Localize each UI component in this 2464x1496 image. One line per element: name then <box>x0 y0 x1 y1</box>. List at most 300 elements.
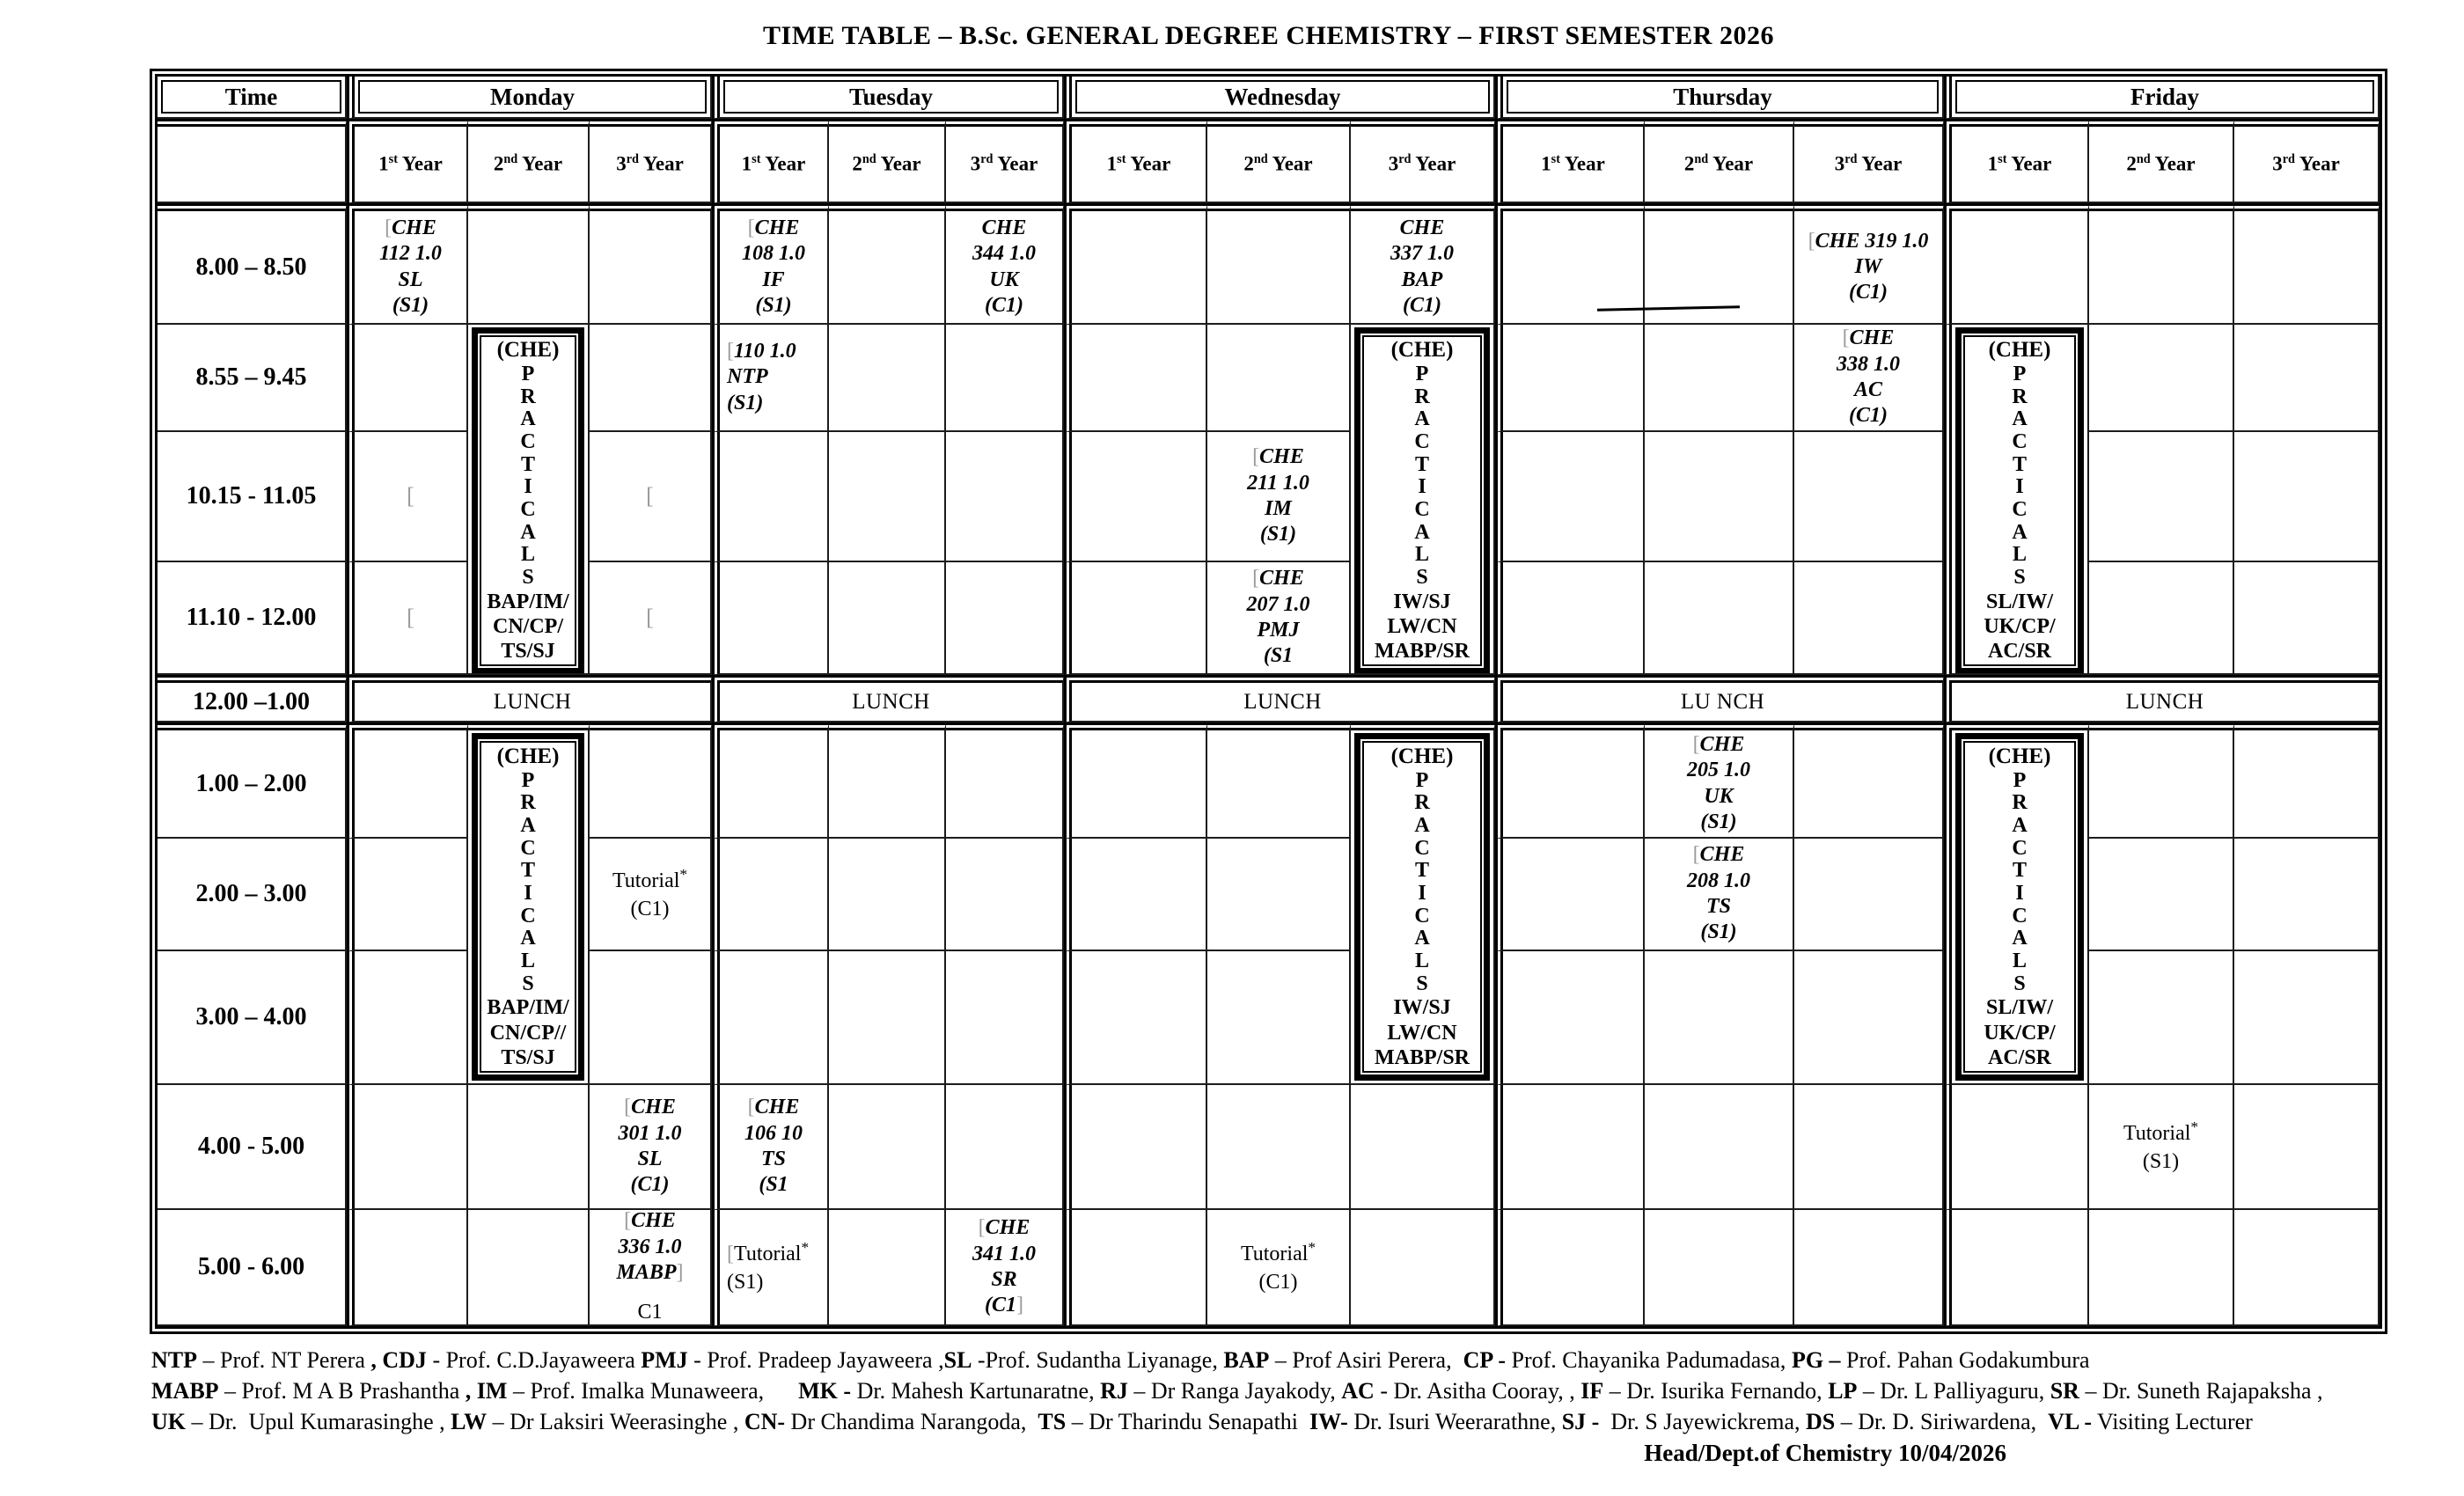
cell-text-line: (C1) <box>1849 281 1888 304</box>
empty-cell <box>1944 1085 2089 1210</box>
practicals-letter: S <box>2013 972 2026 995</box>
bookmark-bracket: [ <box>1692 732 1700 756</box>
cell-text-line: (C1) <box>630 1173 670 1197</box>
empty-cell <box>1064 951 1207 1085</box>
time-label: 3.00 – 4.00 <box>195 1003 307 1030</box>
legend-abbr: IF <box>1580 1378 1604 1404</box>
legend-name: Dr Chandima Narangoda, <box>785 1409 1038 1434</box>
year-header-label: 1st Year <box>741 152 806 175</box>
cell-text-line: [CHE <box>747 1096 800 1119</box>
empty-cell <box>2089 432 2234 562</box>
slot-tuesday-y3-p0 <box>946 203 1064 325</box>
legend-abbr: PMJ <box>641 1347 688 1373</box>
cell-text-line: PMJ <box>1257 619 1300 642</box>
legend-name: Dr. Mahesh Kartunaratne, <box>851 1378 1101 1404</box>
practicals-staff-line: CN/CP/ <box>493 615 563 639</box>
practicals-letter: L <box>2012 543 2027 567</box>
cell-text-line: (S1) <box>1259 523 1297 546</box>
cell-text-line: (S1 <box>1263 644 1294 668</box>
slot-monday-y1-p2 <box>347 432 468 562</box>
empty-cell <box>1495 325 1645 432</box>
practicals-staff-line: AC/SR <box>1987 1046 2051 1070</box>
cell-text-line: TS <box>760 1148 786 1170</box>
lunch-label: LUNCH <box>2125 689 2204 714</box>
practicals-monday-y2-pm <box>468 722 590 1085</box>
day-header-tuesday <box>712 77 1064 119</box>
practicals-staff-line: LW/CN <box>1387 615 1457 639</box>
year-header-label: 1st Year <box>1106 152 1171 175</box>
bookmark-bracket: [ <box>1808 229 1815 253</box>
empty-cell <box>829 1210 946 1326</box>
cell-text-line: 338 1.0 <box>1837 352 1900 376</box>
legend-abbr: DS <box>1806 1409 1836 1434</box>
time-cell-5-00-6-00 <box>158 1210 347 1326</box>
empty-cell <box>2089 203 2234 325</box>
practicals-staff-line: SL/IW/ <box>1985 590 2054 613</box>
cell-text-line: SL <box>398 268 423 291</box>
cell-text-line: UK <box>989 268 1019 291</box>
bookmark-bracket: [ <box>407 605 414 630</box>
practicals-staff-line: BAP/IM/ <box>487 590 569 613</box>
empty-cell <box>1495 203 1645 325</box>
year-header-label: 3rd Year <box>2272 152 2340 175</box>
cell-text-line: UK <box>1704 784 1734 808</box>
practicals-letter: L <box>1414 543 1429 567</box>
practicals-letter: C <box>2012 498 2028 522</box>
empty-cell <box>1794 1210 1944 1326</box>
empty-cell <box>1207 1085 1351 1210</box>
slot-tuesday-y1-p8 <box>712 1085 829 1210</box>
practicals-friday-y1-am <box>1944 325 2089 675</box>
practicals-letter: R <box>2012 791 2028 815</box>
practicals-letter: C <box>1414 904 1430 928</box>
empty-cell <box>1064 432 1207 562</box>
legend-name: -Prof. Sudantha Liyanage, <box>972 1347 1224 1373</box>
practicals-letter: A <box>1414 927 1430 950</box>
legend-abbr: UK <box>151 1409 186 1434</box>
time-cell-10-15-11-05 <box>158 432 347 562</box>
empty-cell <box>468 1085 590 1210</box>
year-header-label: 3rd Year <box>1834 152 1903 175</box>
slot-monday-y3-p9 <box>590 1210 712 1326</box>
practicals-letter: P <box>521 768 535 792</box>
empty-cell <box>347 839 468 951</box>
lunch-label: LUNCH <box>1243 689 1322 714</box>
day-header-label: Tuesday <box>723 80 1059 114</box>
practicals-letter: L <box>2012 950 2027 973</box>
practicals-box <box>1354 733 1490 1081</box>
time-header <box>158 77 347 119</box>
cell-text-line: [CHE <box>624 1210 676 1233</box>
practicals-staff-line: TS/SJ <box>501 640 555 664</box>
practicals-staff-line: TS/SJ <box>501 1046 555 1070</box>
cell-text-line: Tutorial* <box>2123 1118 2199 1145</box>
slot-thursday-y3-p1 <box>1794 325 1944 432</box>
empty-cell <box>590 325 712 432</box>
practicals-letter: C <box>2012 904 2028 928</box>
cell-text-line: [Tutorial* <box>727 1238 810 1265</box>
empty-cell <box>468 1210 590 1326</box>
empty-cell <box>1645 951 1794 1085</box>
year-header-monday-2 <box>468 119 590 203</box>
empty-cell <box>1207 203 1351 325</box>
cell-text-line: AC <box>1853 378 1882 401</box>
legend-name: - Prof. Pradeep Jayaweera , <box>687 1347 944 1373</box>
legend-abbr: CP - <box>1463 1347 1506 1373</box>
empty-cell <box>829 432 946 562</box>
practicals-letter: I <box>524 475 532 499</box>
practicals-staff-line: CN/CP// <box>489 1021 567 1045</box>
empty-cell <box>1794 839 1944 951</box>
day-header-wednesday <box>1064 77 1495 119</box>
day-header-label: Wednesday <box>1075 80 1490 114</box>
slot-monday-y3-p3 <box>590 562 712 675</box>
empty-cell <box>1794 562 1944 675</box>
cell-text-line: SL <box>637 1148 663 1170</box>
legend-name: – Dr. L Palliyaguru, <box>1857 1378 2050 1404</box>
year-header-thursday-1 <box>1495 119 1645 203</box>
empty-cell <box>2089 722 2234 839</box>
year-header-label: 3rd Year <box>970 152 1038 175</box>
slot-thursday-y3-p0 <box>1794 203 1944 325</box>
practicals-letter: R <box>520 385 536 408</box>
cell-text-line: 112 1.0 <box>379 242 442 266</box>
empty-cell <box>1351 1210 1495 1326</box>
year-header-label: 2nd Year <box>1243 152 1313 175</box>
legend-name: – Dr. Upul Kumarasinghe , <box>186 1409 451 1434</box>
empty-cell <box>1064 325 1207 432</box>
lunch-monday <box>347 675 712 722</box>
legend-line-1 <box>151 1345 2334 1375</box>
practicals-letter: C <box>2012 836 2028 860</box>
cell-text-line: [CHE <box>1842 326 1895 350</box>
lunch-label: LUNCH <box>493 689 572 714</box>
cell-text-line: 337 1.0 <box>1390 242 1454 266</box>
practicals-staff-line: UK/CP/ <box>1984 1021 2056 1045</box>
time-label: 10.15 - 11.05 <box>186 482 317 510</box>
cell-text-line: [CHE <box>747 216 800 239</box>
empty-cell <box>946 722 1064 839</box>
practicals-letter: C <box>520 836 536 860</box>
empty-cell <box>946 562 1064 675</box>
slot-monday-y3-p6 <box>590 839 712 951</box>
empty-cell <box>829 839 946 951</box>
empty-cell <box>829 562 946 675</box>
legend-abbr: MK - <box>798 1378 852 1404</box>
cell-text-line: (C1) <box>985 293 1023 317</box>
asterisk-mark: * <box>2190 1118 2199 1135</box>
legend-abbr: AC <box>1341 1378 1375 1404</box>
practicals-letter: P <box>2013 768 2027 792</box>
legend-abbr: SL <box>943 1347 972 1373</box>
cell-text-line: SR <box>991 1268 1017 1291</box>
empty-cell <box>829 951 946 1085</box>
bookmark-bracket: [ <box>1692 843 1700 867</box>
bookmark-bracket: [ <box>646 483 654 509</box>
asterisk-mark: * <box>1308 1238 1316 1256</box>
year-header-monday-1 <box>347 119 468 203</box>
year-header-wednesday-3 <box>1351 119 1495 203</box>
year-header-friday-3 <box>2234 119 2380 203</box>
cell-text-line: (S1) <box>392 293 429 317</box>
practicals-letter: P <box>521 363 535 385</box>
practicals-box <box>1955 733 2084 1081</box>
practicals-box-content <box>480 741 576 1073</box>
cell-text-line: [CHE <box>385 216 436 239</box>
empty-cell <box>712 722 829 839</box>
practicals-course-prefix: (CHE) <box>1988 744 2051 768</box>
empty-cell <box>2234 839 2380 951</box>
legend-name: – Dr. D. Siriwardena, <box>1835 1409 2049 1434</box>
year-header-label: 2nd Year <box>1683 152 1754 175</box>
bookmark-bracket: [ <box>646 605 654 630</box>
cell-text-line: IM <box>1265 497 1292 520</box>
cell-text-line: [CHE <box>1252 445 1304 469</box>
practicals-box-content <box>1963 335 2076 666</box>
legend-name: – Dr Ranga Jayakody, <box>1127 1378 1342 1404</box>
empty-cell <box>1207 325 1351 432</box>
time-label: 1.00 – 2.00 <box>195 769 307 797</box>
empty-cell <box>1794 1085 1944 1210</box>
legend-name: Dr. Isuri Weerarathne, <box>1347 1409 1562 1434</box>
empty-cell <box>1645 432 1794 562</box>
practicals-letter: A <box>1414 407 1430 431</box>
time-label: 12.00 –1.00 <box>193 687 310 715</box>
lunch-tuesday <box>712 675 1064 722</box>
bookmark-bracket: [ <box>727 340 734 363</box>
cell-text-line: 344 1.0 <box>972 242 1036 266</box>
practicals-letter: C <box>1414 430 1430 454</box>
day-header-monday <box>347 77 712 119</box>
legend-abbr: CN- <box>744 1409 786 1434</box>
practicals-letter: R <box>1414 791 1430 815</box>
empty-cell <box>2234 432 2380 562</box>
cell-text-line: 207 1.0 <box>1246 592 1310 616</box>
empty-cell <box>1645 1210 1794 1326</box>
empty-cell <box>1207 951 1351 1085</box>
asterisk-mark: * <box>679 865 688 883</box>
empty-cell <box>2234 1085 2380 1210</box>
legend-abbr: TS <box>1038 1409 1067 1434</box>
empty-cell <box>1495 562 1645 675</box>
legend-abbr: SJ - <box>1561 1409 1600 1434</box>
cell-text-line: (S1) <box>727 1270 764 1294</box>
practicals-letter: L <box>520 543 535 567</box>
slot-monday-y3-p2 <box>590 432 712 562</box>
legend-name: - Dr. Asitha Cooray, , <box>1374 1378 1581 1404</box>
timetable-grid <box>150 69 2387 1334</box>
legend-name: – Prof. M A B Prashantha <box>218 1378 466 1404</box>
year-header-tuesday-3 <box>946 119 1064 203</box>
empty-cell <box>712 951 829 1085</box>
practicals-letter: A <box>520 407 536 431</box>
practicals-staff-line: IW/SJ <box>1393 590 1451 613</box>
legend-abbr: , CDJ <box>370 1347 427 1373</box>
empty-cell <box>1064 203 1207 325</box>
empty-cell <box>590 722 712 839</box>
empty-cell <box>946 839 1064 951</box>
legend-abbr: MABP <box>151 1378 219 1404</box>
footer-signature: Head/Dept.of Chemistry 10/04/2026 <box>1644 1440 2006 1466</box>
practicals-box <box>472 733 584 1081</box>
empty-cell <box>1495 839 1645 951</box>
practicals-course-prefix: (CHE) <box>1390 744 1454 768</box>
empty-cell <box>590 951 712 1085</box>
legend-abbr: , IM <box>465 1378 508 1404</box>
year-header-tuesday-1 <box>712 119 829 203</box>
bookmark-bracket: [ <box>1842 326 1850 350</box>
day-header-label: Monday <box>358 80 707 114</box>
slot-thursday-y2-p6 <box>1645 839 1794 951</box>
legend-abbr: NTP <box>151 1347 197 1373</box>
practicals-monday-y2-am <box>468 325 590 675</box>
empty-cell <box>946 432 1064 562</box>
practicals-letter: S <box>522 972 534 995</box>
legend-name: – Prof. NT Perera <box>197 1347 371 1373</box>
empty-cell <box>829 722 946 839</box>
time-cell-11-10-12-00 <box>158 562 347 675</box>
bookmark-bracket: ] <box>676 1261 684 1284</box>
practicals-course-prefix: (CHE) <box>496 744 560 768</box>
practicals-letter: A <box>1414 520 1430 544</box>
practicals-letter: I <box>1418 882 1426 906</box>
slot-thursday-y2-p5 <box>1645 722 1794 839</box>
practicals-wednesday-y3-am <box>1351 325 1495 675</box>
legend-abbr: LW <box>451 1409 488 1434</box>
empty-cell <box>2089 839 2234 951</box>
empty-cell <box>946 951 1064 1085</box>
cell-text-line: (C1) <box>1258 1270 1298 1294</box>
practicals-box <box>1955 327 2084 674</box>
empty-cell <box>1495 951 1645 1085</box>
practicals-letter: T <box>2012 859 2027 883</box>
year-header-label: 1st Year <box>1987 152 2052 175</box>
cell-text-line <box>407 605 414 631</box>
time-label: 8.00 – 8.50 <box>195 253 307 281</box>
practicals-staff-line: SL/IW/ <box>1985 996 2054 1020</box>
legend-name: – Dr. Isurika Fernando, <box>1603 1378 1829 1404</box>
lunch-label: LU NCH <box>1680 689 1765 714</box>
legend-name: Prof. Chayanika Padumadasa, <box>1506 1347 1792 1373</box>
practicals-letter: R <box>520 791 536 815</box>
empty-cell <box>2234 203 2380 325</box>
empty-cell <box>1495 722 1645 839</box>
practicals-staff-line: UK/CP/ <box>1984 615 2056 639</box>
slot-wednesday-y2-p3 <box>1207 562 1351 675</box>
year-header-label: 1st Year <box>1541 152 1605 175</box>
practicals-staff-line: LW/CN <box>1387 1021 1457 1045</box>
practicals-staff-line: BAP/IM/ <box>487 996 569 1020</box>
year-header-label: 2nd Year <box>2126 152 2196 175</box>
cell-text-line: CHE <box>1399 216 1445 239</box>
practicals-letter: A <box>520 814 536 838</box>
time-cell-1-00-2-00 <box>158 722 347 839</box>
empty-cell <box>712 839 829 951</box>
empty-cell <box>2234 1210 2380 1326</box>
cell-text-line: 341 1.0 <box>972 1242 1036 1265</box>
year-header-wednesday-1 <box>1064 119 1207 203</box>
cell-text-line: 301 1.0 <box>618 1121 682 1145</box>
cell-text-line: [CHE <box>624 1096 676 1119</box>
cell-text-line: TS <box>1705 895 1731 918</box>
legend-name: – Prof. Imalka Munaweera, <box>507 1378 799 1404</box>
legend-abbr: PG – <box>1791 1347 1841 1373</box>
empty-cell <box>1495 1210 1645 1326</box>
cell-text-line: CHE <box>981 216 1027 239</box>
cell-text-line: (S1) <box>727 391 764 414</box>
lecturer-legend <box>151 1345 2334 1437</box>
practicals-staff-line: MABP/SR <box>1375 1046 1470 1070</box>
practicals-letter: P <box>1415 768 1429 792</box>
cell-text-line: 106 10 <box>744 1121 803 1145</box>
empty-cell <box>1064 839 1207 951</box>
empty-cell <box>1207 839 1351 951</box>
practicals-letter: T <box>520 859 535 883</box>
empty-cell <box>347 325 468 432</box>
cell-text-line: (C1] <box>985 1294 1023 1317</box>
slot-tuesday-y1-p9 <box>712 1210 829 1326</box>
cell-text-line: NTP <box>727 365 768 389</box>
time-cell-2-00-3-00 <box>158 839 347 951</box>
practicals-letter: C <box>520 904 536 928</box>
practicals-box-content <box>1362 741 1482 1073</box>
empty-cell <box>2234 722 2380 839</box>
practicals-letter: I <box>524 882 532 906</box>
practicals-letter: C <box>1414 836 1430 860</box>
practicals-friday-y1-pm <box>1944 722 2089 1085</box>
cell-text-line: [CHE <box>1692 732 1745 756</box>
time-label: 5.00 - 6.00 <box>197 1253 305 1280</box>
legend-name: Visiting Lecturer <box>2092 1409 2253 1434</box>
practicals-course-prefix: (CHE) <box>496 338 560 362</box>
empty-cell <box>1351 1085 1495 1210</box>
practicals-letter: I <box>2015 475 2024 499</box>
practicals-letter: C <box>2012 430 2028 454</box>
legend-name: – Dr Tharindu Senapathi <box>1066 1409 1310 1434</box>
empty-cell <box>2089 325 2234 432</box>
empty-cell <box>347 1085 468 1210</box>
cell-text-line: 108 1.0 <box>742 242 805 266</box>
time-label: 4.00 - 5.00 <box>197 1133 305 1160</box>
empty-cell <box>829 203 946 325</box>
bookmark-bracket: [ <box>1252 445 1260 469</box>
practicals-letter: L <box>1414 950 1429 973</box>
practicals-letter: P <box>2013 363 2027 385</box>
practicals-letter: A <box>520 927 536 950</box>
time-cell-12-00-1-00 <box>158 675 347 722</box>
legend-abbr: IW- <box>1309 1409 1348 1434</box>
slot-wednesday-y2-p2 <box>1207 432 1351 562</box>
empty-cell <box>1794 722 1944 839</box>
practicals-letter: T <box>2012 452 2027 476</box>
cell-text-line: [CHE <box>1252 567 1304 590</box>
practicals-letter: T <box>520 452 535 476</box>
cell-text-line: (S1) <box>755 293 792 317</box>
cell-text-line: [CHE 319 1.0 <box>1808 229 1929 253</box>
bookmark-bracket: [ <box>1252 567 1260 590</box>
legend-abbr: RJ <box>1100 1378 1128 1404</box>
empty-cell <box>1064 1085 1207 1210</box>
cell-text-line: (C1) <box>1403 293 1441 317</box>
cell-text-line: 208 1.0 <box>1687 869 1750 892</box>
year-header-wednesday-2 <box>1207 119 1351 203</box>
year-header-label: 2nd Year <box>852 152 921 175</box>
practicals-letter: L <box>520 950 535 973</box>
practicals-letter: S <box>1416 566 1428 590</box>
year-header-label: 3rd Year <box>616 152 684 175</box>
legend-name: – Dr. Suneth Rajapaksha , <box>2079 1378 2323 1404</box>
slot-tuesday-y1-p1 <box>712 325 829 432</box>
